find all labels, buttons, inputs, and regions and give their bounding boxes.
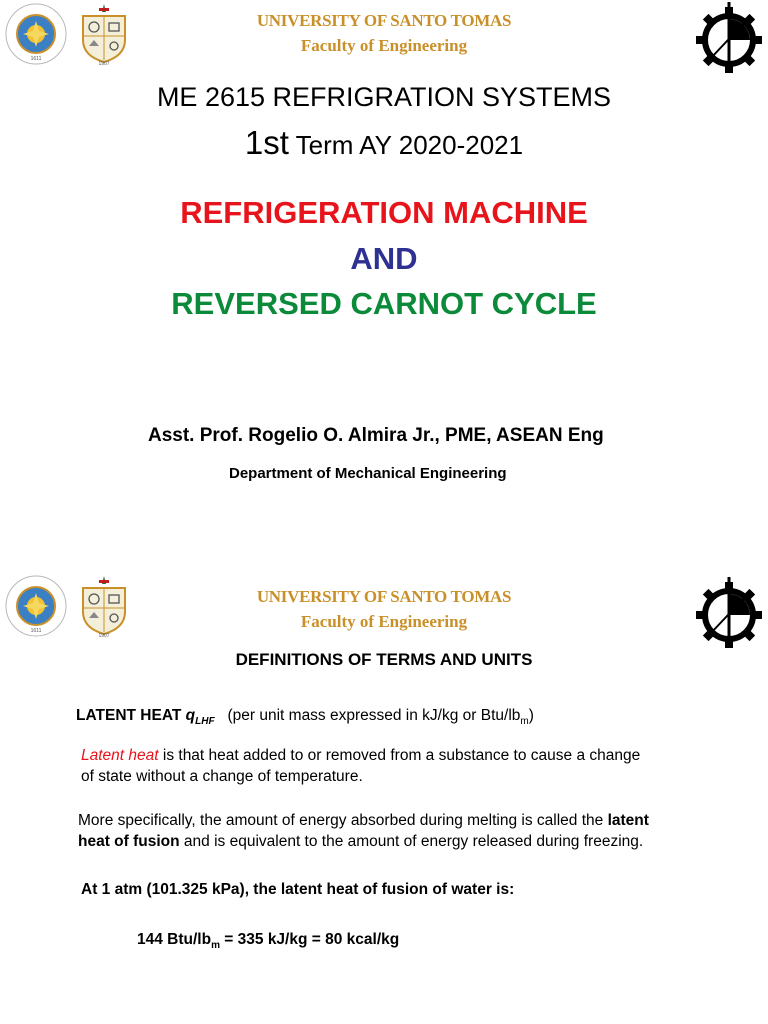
latent-heat-symbol: q [185,707,196,724]
equation-post: = 335 kJ/kg = 80 kcal/kg [219,931,400,948]
term-academic-year: Term AY 2020-2021 [288,130,524,160]
seal2-year: 1907 [98,633,110,638]
author-name: Asst. Prof. Rogelio O. Almira Jr., PME, ASEAN Eng [148,425,604,446]
equation-sub: m [211,940,220,952]
seal2-year: 1907 [98,61,110,66]
term-ordinal: 1st [244,124,289,161]
latent-heat-definition [81,745,761,787]
latent-heat-units-post: ) [528,707,534,724]
latent-heat-term: Latent heat [81,747,159,764]
department-name: Department of Mechanical Engineering [229,465,507,482]
latent-heat-subscript: LHF [195,716,215,728]
latent-heat-label: LATENT HEAT [76,707,186,724]
gear-compass-icon [692,575,766,649]
slide-definitions [0,565,768,1024]
title-reversed-carnot-cycle: REVERSED CARNOT CYCLE [171,286,597,321]
seal1-years: 1611 [30,628,42,634]
course-title: ME 2615 REFRIGRATION SYSTEMS [156,82,612,112]
seal1-years: 1611 [30,56,42,62]
atm-statement: At 1 atm (101.325 kPa), the latent heat of fusion of water is: [81,881,515,898]
latent-heat-units-sub: m [520,716,529,728]
faculty-name: Faculty of Engineering [300,612,468,631]
latent-heat-units-pre: (per unit mass expressed in kJ/kg or Btu/lb [227,707,521,724]
fusion-line1: More specifically, the amount of energy absorbed during melting is called the [78,812,608,829]
fusion-line1-bold: latent [607,812,649,829]
latent-heat-equation [137,929,399,956]
faculty-name: Faculty of Engineering [300,36,468,55]
university-name: UNIVERSITY OF SANTO TOMAS [256,587,512,606]
definition-line2: of state without a change of temperature. [81,768,363,785]
latent-heat-label-line [76,705,534,732]
university-name: UNIVERSITY OF SANTO TOMAS [256,11,512,30]
term-line [0,124,768,162]
definition-line1: is that heat added to or removed from a substance to cause a change [158,747,641,764]
gear-compass-icon [692,0,766,74]
fusion-line2-bold: heat of fusion [78,833,180,850]
latent-heat-fusion-paragraph [78,810,764,852]
definitions-heading: DEFINITIONS OF TERMS AND UNITS [235,650,533,669]
title-and: AND [350,241,418,276]
title-refrigeration-machine: REFRIGERATION MACHINE [180,195,588,230]
equation-pre: 144 Btu/lb [137,931,212,948]
fusion-line2: and is equivalent to the amount of energy released during freezing. [179,833,644,850]
